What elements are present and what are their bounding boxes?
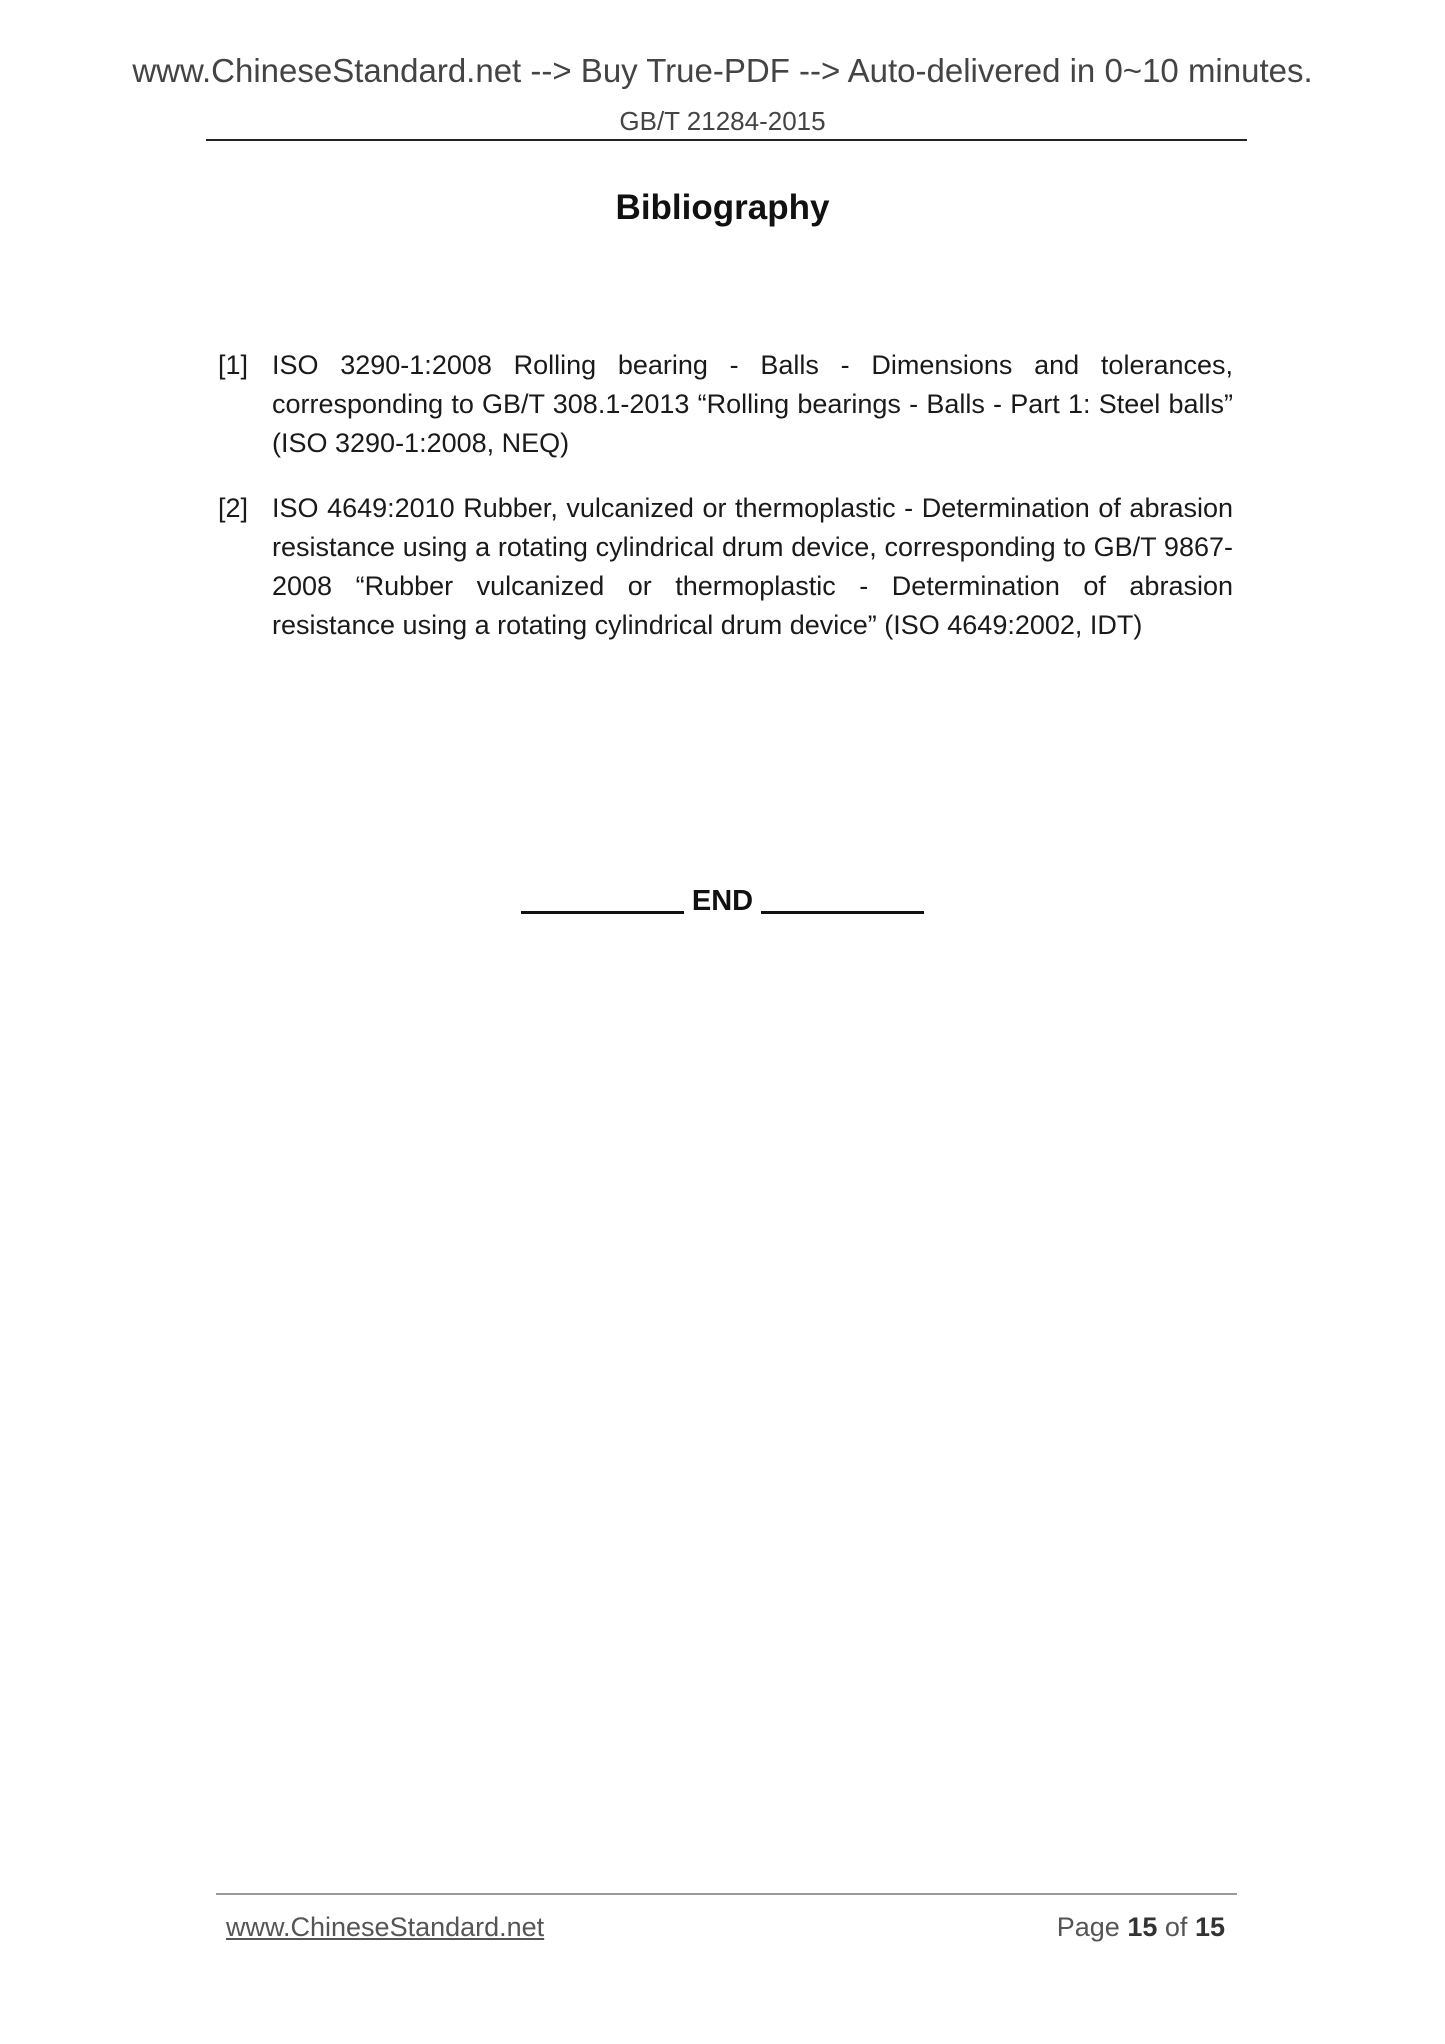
end-rule-left	[521, 911, 684, 914]
reference-item	[218, 489, 1233, 645]
page-of-label: of	[1164, 1912, 1188, 1942]
footer-site-link[interactable]: www.ChineseStandard.net	[226, 1912, 545, 1942]
page-number	[1057, 1912, 1225, 1943]
reference-text: ISO 4649:2010 Rubber, vulcanized or thermoplastic - Determination of abrasion resistance using a rotating cylindrical drum device, corresponding to GB/T 9867-2008 “Rubber vulcanized or thermoplastic - Determination of abrasion resistance using a rotating cylindrical drum device” (ISO 4649:2002, IDT)	[272, 493, 1233, 640]
reference-list	[218, 346, 1233, 645]
standard-code: GB/T 21284-2015	[619, 106, 826, 136]
reference-number: [2]	[218, 493, 249, 523]
reference-item	[218, 346, 1233, 463]
page-label: Page	[1056, 1912, 1120, 1942]
reference-text: ISO 3290-1:2008 Rolling bearing - Balls - Dimensions and tolerances, corresponding to GB/T 308.1-2013 “Rolling bearings - Balls - Part 1: Steel balls” (ISO 3290-1:2008, NEQ)	[272, 350, 1233, 458]
end-label: END	[691, 885, 754, 917]
header-banner: www.ChineseStandard.net --> Buy True-PDF --> Auto-delivered in 0~10 minutes.	[132, 52, 1313, 89]
reference-number: [1]	[218, 350, 249, 380]
page-total: 15	[1194, 1912, 1225, 1942]
end-rule-right	[761, 911, 924, 914]
end-marker	[0, 885, 1445, 918]
page-title: Bibliography	[615, 188, 830, 227]
page-current: 15	[1127, 1912, 1158, 1942]
header-divider	[206, 139, 1247, 141]
footer-divider	[216, 1893, 1237, 1895]
